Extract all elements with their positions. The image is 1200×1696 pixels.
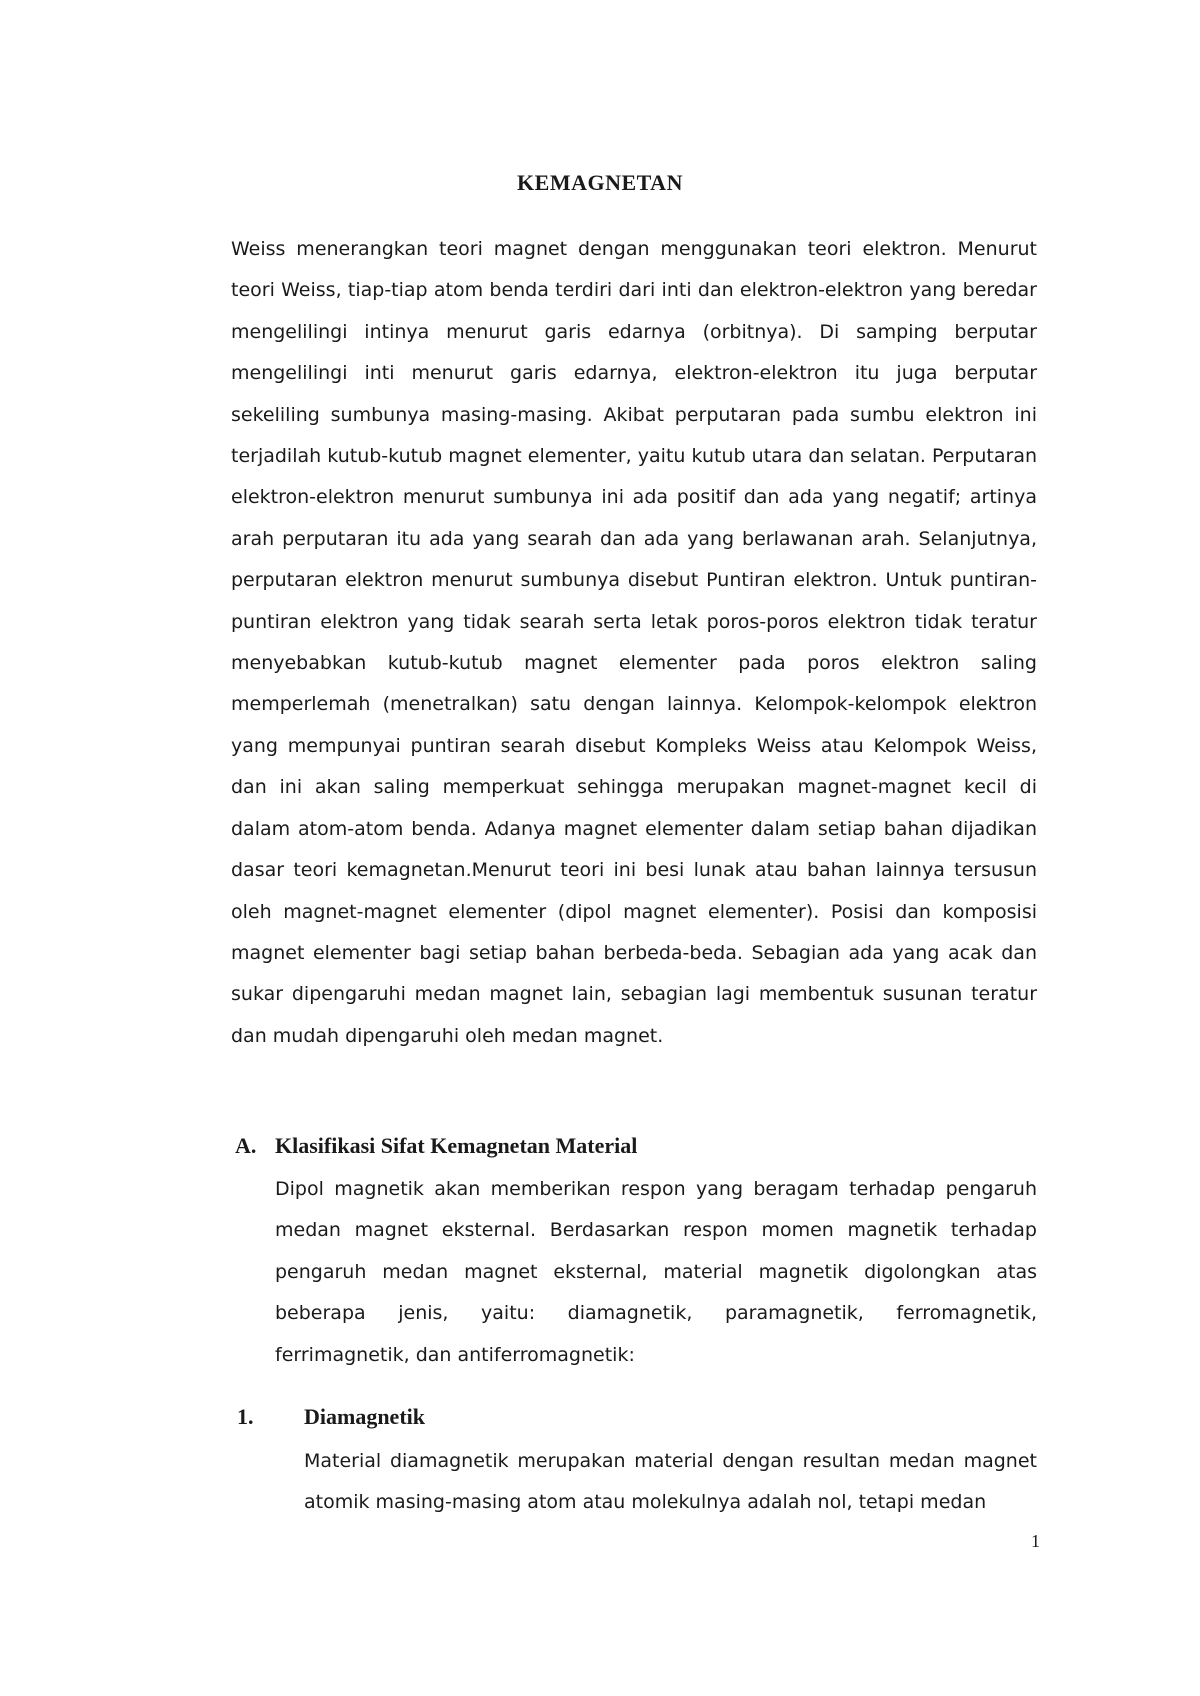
section-a-marker: A. bbox=[235, 1133, 257, 1158]
page-number: 1 bbox=[1031, 1531, 1040, 1551]
intro-paragraph: Weiss menerangkan teori magnet dengan menggunakan teori elektron. Menurut teori Weiss, tiap-tiap atom benda terdiri dari inti dan elektron-elektron yang beredar mengelilingi intinya menurut garis edarnya (orbitnya). Di samping berputar mengelilingi inti menurut garis edarnya, elektron-elektron itu juga berputar sekeliling sumbunya masing-masing. Akibat perputaran pada sumbu elektron ini terjadilah kutub-kutub magnet elementer, yaitu kutub utara dan selatan. Perputaran elektron-elektron menurut sumbunya ini ada positif dan ada yang negatif; artinya arah perputaran itu ada yang searah dan ada yang berlawanan arah. Selanjutnya, perputaran elektron menurut sumbunya disebut Puntiran elektron. Untuk puntiran-puntiran elektron yang tidak searah serta letak poros-poros elektron tidak teratur menyebabkan kutub-kutub magnet elementer pada poros elektron saling memperlemah (menetralkan) satu dengan lainnya. Kelompok-kelompok elektron yang mempunyai puntiran searah disebut Kompleks Weiss atau Kelompok Weiss, dan ini akan saling memperkuat sehingga merupakan magnet-magnet kecil di dalam atom-atom benda. Adanya magnet elementer dalam setiap bahan dijadikan dasar teori kemagnetan.Menurut teori ini besi lunak atau bahan lainnya tersusun oleh magnet-magnet elementer (dipol magnet elementer). Posisi dan komposisi magnet elementer bagi setiap bahan berbeda-beda. Sebagian ada yang acak dan sukar dipengaruhi medan magnet lain, sebagian lagi membentuk susunan teratur dan mudah dipengaruhi oleh medan magnet. bbox=[231, 238, 1037, 1047]
subsection-1-marker: 1. bbox=[237, 1404, 254, 1429]
subsection-1-paragraph: Material diamagnetik merupakan material dengan resultan medan magnet atomik masing-masing atom atau molekulnya adalah nol, tetapi medan bbox=[304, 1450, 1037, 1514]
subsection-1-heading bbox=[237, 1404, 425, 1430]
section-a-heading-text: Klasifikasi Sifat Kemagnetan Material bbox=[275, 1133, 638, 1158]
section-a-heading bbox=[235, 1133, 637, 1159]
section-a-paragraph: Dipol magnetik akan memberikan respon yang beragam terhadap pengaruh medan magnet eksternal. Berdasarkan respon momen magnetik terhadap pengaruh medan magnet eksternal, material magnetik digolongkan atas beberapa jenis, yaitu: diamagnetik, paramagnetik, ferromagnetik, ferrimagnetik, dan antiferromagnetik: bbox=[275, 1178, 1037, 1366]
subsection-1-heading-text: Diamagnetik bbox=[304, 1404, 425, 1429]
document-title: KEMAGNETAN bbox=[517, 170, 683, 195]
